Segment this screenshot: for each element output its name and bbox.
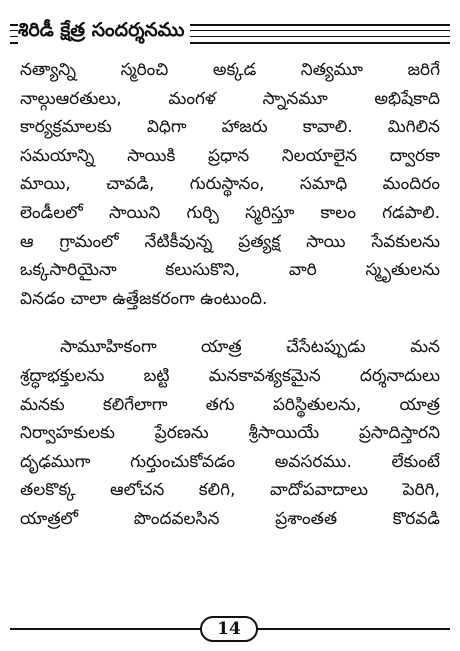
text-line: మనకు కలిగేలాగా తగు పరిస్థితులను, యాత్ర: [20, 394, 440, 415]
text-line: వినడం చాలా ఉత్తేజకరంగా ఉంటుంది.: [20, 288, 268, 309]
paragraph-gap: [20, 313, 440, 333]
paragraph: [20, 56, 440, 313]
text-line: లెండీలలో సాయిని గుర్చి స్మరిస్తూ కాలం గడపాలి.: [20, 202, 440, 223]
text-line: ఆ గ్రామంలో నేటికీవున్న ప్రత్యక్ష సాయి సేవకులను: [20, 231, 440, 252]
text-line: యాత్రలో పొందవలసిన ప్రశాంతత కొరవడి: [20, 508, 440, 529]
text-line: నాల్గుఆరతులు, మంగళ స్నానమూ అభిషేకాది: [20, 88, 440, 109]
paragraph: [20, 333, 440, 533]
text-line: సామూహికంగా యాత్ర చేసేటప్పుడు మన: [60, 337, 440, 358]
body-text: [20, 56, 440, 534]
running-header-title: శిరిడీ క్షేత్ర సందర్శనము: [18, 16, 190, 44]
text-line: నత్యాన్ని స్మరించి అక్కడ నిత్యమూ జరిగే: [20, 60, 440, 80]
text-line: సమయాన్ని సాయికి ప్రధాన నిలయాలైన ద్వారకా: [20, 145, 440, 166]
text-line: కార్యక్రమాలకు విధిగా హాజరు కావాలి. మిగిలిన: [20, 117, 440, 138]
text-line: ఒక్కసారియైనా కలుసుకొని, వారి స్మృతులను: [20, 260, 440, 281]
running-header: [10, 14, 450, 48]
text-line: నిర్వాహకులకు ప్రేరణను శ్రీసాయియే ప్రసాదిస్తారని: [20, 423, 440, 444]
page-number: 14: [200, 616, 258, 642]
text-line: తలకొక్క ఆలోచన కలిగి, వాదోపవాదాలు పెరిగి,: [20, 480, 440, 501]
text-line: దృఢముగా గుర్తుంచుకోవడం అవసరము. లేకుంటే: [20, 451, 440, 472]
text-line: శ్రద్ధాభక్తులను బట్టి మనకావశ్యకమైన దర్శనాదులు: [20, 365, 440, 386]
text-line: మాయి, చావడి, గురుస్థానం, సమాధి మందిరం: [20, 174, 440, 195]
